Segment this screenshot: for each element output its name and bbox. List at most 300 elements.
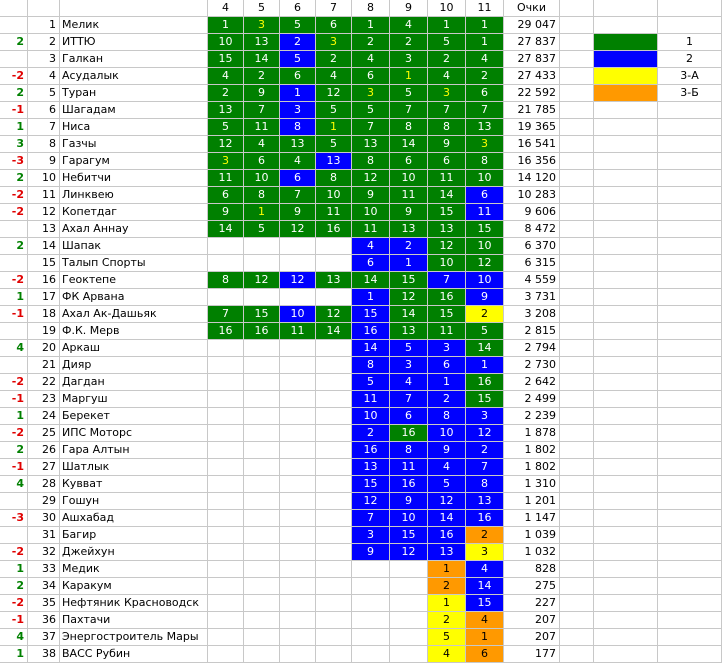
round-place-cell[interactable] [244,374,280,391]
round-place-cell[interactable]: 15 [428,306,466,323]
round-place-cell[interactable]: 7 [352,119,390,136]
rank-number[interactable]: 38 [28,646,60,663]
round-place-cell[interactable]: 16 [390,476,428,493]
round-place-cell[interactable]: 14 [466,578,504,595]
rank-change[interactable]: -2 [0,425,28,442]
round-place-cell[interactable]: 12 [428,238,466,255]
team-name[interactable]: Газчы [60,136,208,153]
round-place-cell[interactable]: 15 [466,221,504,238]
rank-change[interactable] [0,527,28,544]
empty-cell[interactable] [560,459,594,476]
round-place-cell[interactable]: 3 [466,408,504,425]
rank-change[interactable] [0,221,28,238]
rank-change[interactable]: 2 [0,34,28,51]
round-place-cell[interactable]: 5 [208,119,244,136]
round-place-cell[interactable]: 10 [352,408,390,425]
round-place-cell[interactable]: 15 [466,391,504,408]
round-place-cell[interactable]: 14 [428,510,466,527]
round-place-cell[interactable]: 4 [208,68,244,85]
round-place-cell[interactable]: 1 [280,85,316,102]
round-place-cell[interactable]: 1 [352,289,390,306]
team-name[interactable]: Гарагум [60,153,208,170]
team-name[interactable]: Линквею [60,187,208,204]
team-name[interactable]: Туран [60,85,208,102]
round-place-cell[interactable]: 5 [390,85,428,102]
rank-number[interactable]: 26 [28,442,60,459]
round-place-cell[interactable]: 10 [280,306,316,323]
team-name[interactable]: Багир [60,527,208,544]
round-place-cell[interactable]: 15 [352,476,390,493]
round-place-cell[interactable] [208,595,244,612]
round-place-cell[interactable]: 9 [390,204,428,221]
round-place-cell[interactable]: 9 [352,187,390,204]
round-place-cell[interactable]: 5 [352,374,390,391]
round-place-cell[interactable]: 10 [244,170,280,187]
empty-cell[interactable] [594,323,658,340]
round-place-cell[interactable]: 9 [208,204,244,221]
round-place-cell[interactable] [390,646,428,663]
round-place-cell[interactable]: 15 [466,595,504,612]
team-name[interactable]: Небитчи [60,170,208,187]
round-place-cell[interactable] [208,561,244,578]
round-place-cell[interactable]: 10 [466,238,504,255]
empty-cell[interactable] [594,442,658,459]
rank-number[interactable]: 12 [28,204,60,221]
rank-number[interactable]: 11 [28,187,60,204]
round-place-cell[interactable] [244,476,280,493]
legend-spacer[interactable] [560,51,594,68]
round-place-cell[interactable]: 2 [466,442,504,459]
round-place-cell[interactable] [280,629,316,646]
round-place-cell[interactable] [208,408,244,425]
round-place-cell[interactable]: 6 [208,187,244,204]
round-place-cell[interactable] [316,629,352,646]
team-name[interactable]: Шагадам [60,102,208,119]
empty-cell[interactable] [560,170,594,187]
rank-change[interactable]: -1 [0,459,28,476]
rank-change[interactable]: 1 [0,646,28,663]
round-place-cell[interactable]: 2 [466,306,504,323]
round-place-cell[interactable]: 1 [466,629,504,646]
round-place-cell[interactable]: 1 [390,255,428,272]
round-place-cell[interactable] [280,374,316,391]
round-place-cell[interactable]: 6 [352,68,390,85]
team-name[interactable]: Маргуш [60,391,208,408]
empty-cell[interactable] [658,102,722,119]
round-place-cell[interactable] [352,578,390,595]
round-place-cell[interactable]: 14 [390,306,428,323]
round-place-cell[interactable]: 7 [244,102,280,119]
team-name[interactable]: Геоктепе [60,272,208,289]
team-name[interactable]: ИПС Моторс [60,425,208,442]
round-place-cell[interactable]: 5 [428,629,466,646]
rank-change[interactable]: 1 [0,119,28,136]
rank-number[interactable]: 16 [28,272,60,289]
round-place-cell[interactable]: 1 [428,17,466,34]
round-place-cell[interactable] [390,561,428,578]
points-value[interactable]: 828 [504,561,560,578]
round-place-cell[interactable]: 1 [208,17,244,34]
rank-change[interactable]: -2 [0,187,28,204]
legend-spacer[interactable] [560,68,594,85]
round-place-cell[interactable]: 15 [352,306,390,323]
round-place-cell[interactable] [244,595,280,612]
round-place-cell[interactable]: 5 [466,323,504,340]
empty-cell[interactable] [560,255,594,272]
round-place-cell[interactable]: 3 [390,357,428,374]
round-place-cell[interactable]: 6 [428,153,466,170]
empty-cell[interactable] [594,425,658,442]
legend-spacer[interactable] [560,85,594,102]
rank-change[interactable]: -2 [0,374,28,391]
round-place-cell[interactable]: 1 [428,374,466,391]
header-blank-cell[interactable] [60,0,208,17]
empty-cell[interactable] [560,425,594,442]
legend-swatch-yellow[interactable] [594,68,658,85]
round-place-cell[interactable] [390,595,428,612]
round-place-cell[interactable] [280,357,316,374]
round-place-cell[interactable]: 8 [316,170,352,187]
round-place-cell[interactable] [244,459,280,476]
points-value[interactable]: 21 785 [504,102,560,119]
team-name[interactable]: Дияр [60,357,208,374]
round-place-cell[interactable] [316,408,352,425]
round-place-cell[interactable] [316,595,352,612]
team-name[interactable]: Копетдаг [60,204,208,221]
points-value[interactable]: 177 [504,646,560,663]
rank-number[interactable]: 18 [28,306,60,323]
points-value[interactable]: 2 794 [504,340,560,357]
round-place-cell[interactable]: 13 [390,323,428,340]
team-name[interactable]: Кувват [60,476,208,493]
empty-cell[interactable] [658,442,722,459]
legend-label[interactable]: 3-Б [658,85,722,102]
empty-cell[interactable] [560,374,594,391]
round-place-cell[interactable] [280,459,316,476]
round-place-cell[interactable]: 6 [428,357,466,374]
round-place-cell[interactable] [244,510,280,527]
empty-cell[interactable] [560,493,594,510]
round-place-cell[interactable]: 5 [428,476,466,493]
round-place-cell[interactable] [352,646,390,663]
round-place-cell[interactable] [244,255,280,272]
team-name[interactable]: ИТТЮ [60,34,208,51]
round-place-cell[interactable]: 5 [316,136,352,153]
rank-change[interactable]: 4 [0,340,28,357]
round-place-cell[interactable]: 5 [316,102,352,119]
empty-cell[interactable] [658,476,722,493]
empty-cell[interactable] [594,221,658,238]
legend-swatch-orange[interactable] [594,85,658,102]
points-value[interactable]: 16 356 [504,153,560,170]
points-value[interactable]: 1 201 [504,493,560,510]
round-place-cell[interactable]: 3 [352,527,390,544]
points-value[interactable]: 1 032 [504,544,560,561]
header-blank-cell[interactable] [594,0,658,17]
team-name[interactable]: Ахал Аннау [60,221,208,238]
round-place-cell[interactable]: 2 [466,68,504,85]
empty-cell[interactable] [560,612,594,629]
round-place-cell[interactable]: 15 [208,51,244,68]
round-place-cell[interactable] [316,510,352,527]
round-place-cell[interactable]: 3 [316,34,352,51]
round-place-cell[interactable] [244,646,280,663]
round-place-cell[interactable]: 10 [428,425,466,442]
empty-cell[interactable] [658,221,722,238]
rank-number[interactable]: 27 [28,459,60,476]
team-name[interactable]: ВАСС Рубин [60,646,208,663]
round-place-cell[interactable]: 10 [466,272,504,289]
empty-cell[interactable] [658,595,722,612]
round-place-cell[interactable] [316,391,352,408]
round-header-4[interactable]: 4 [208,0,244,17]
round-header-10[interactable]: 10 [428,0,466,17]
round-place-cell[interactable] [280,595,316,612]
round-place-cell[interactable]: 16 [390,425,428,442]
round-place-cell[interactable]: 14 [352,272,390,289]
points-value[interactable]: 22 592 [504,85,560,102]
rank-change[interactable]: 1 [0,561,28,578]
team-name[interactable]: Берекет [60,408,208,425]
round-place-cell[interactable]: 4 [390,17,428,34]
legend-spacer[interactable] [560,34,594,51]
rank-number[interactable]: 3 [28,51,60,68]
empty-cell[interactable] [560,221,594,238]
round-place-cell[interactable]: 4 [390,374,428,391]
empty-cell[interactable] [594,204,658,221]
round-place-cell[interactable]: 12 [316,85,352,102]
points-value[interactable]: 1 802 [504,442,560,459]
round-place-cell[interactable]: 2 [466,527,504,544]
round-place-cell[interactable]: 16 [244,323,280,340]
round-place-cell[interactable]: 1 [390,68,428,85]
round-place-cell[interactable] [208,340,244,357]
rank-change[interactable]: 4 [0,476,28,493]
legend-swatch-green[interactable] [594,34,658,51]
round-place-cell[interactable] [316,442,352,459]
empty-cell[interactable] [658,255,722,272]
rank-number[interactable]: 6 [28,102,60,119]
round-place-cell[interactable] [316,289,352,306]
round-place-cell[interactable] [244,493,280,510]
points-value[interactable]: 19 365 [504,119,560,136]
empty-cell[interactable] [594,527,658,544]
round-place-cell[interactable]: 13 [316,153,352,170]
round-place-cell[interactable] [244,391,280,408]
empty-cell[interactable] [658,527,722,544]
round-place-cell[interactable] [352,612,390,629]
round-place-cell[interactable] [316,357,352,374]
rank-change[interactable] [0,357,28,374]
round-place-cell[interactable] [390,578,428,595]
round-place-cell[interactable]: 12 [466,255,504,272]
rank-change[interactable]: -2 [0,272,28,289]
team-name[interactable]: Ниса [60,119,208,136]
round-place-cell[interactable]: 6 [466,187,504,204]
round-place-cell[interactable] [208,612,244,629]
round-place-cell[interactable]: 12 [466,425,504,442]
rank-change[interactable] [0,51,28,68]
empty-cell[interactable] [560,391,594,408]
round-place-cell[interactable] [208,578,244,595]
empty-cell[interactable] [658,187,722,204]
points-value[interactable]: 27 433 [504,68,560,85]
round-place-cell[interactable]: 9 [352,544,390,561]
rank-number[interactable]: 31 [28,527,60,544]
team-name[interactable]: Пахтачи [60,612,208,629]
rank-change[interactable]: -3 [0,510,28,527]
rank-change[interactable]: 3 [0,136,28,153]
round-place-cell[interactable]: 3 [280,102,316,119]
rank-number[interactable]: 33 [28,561,60,578]
points-value[interactable]: 4 559 [504,272,560,289]
legend-label[interactable]: 3-А [658,68,722,85]
points-value[interactable]: 2 642 [504,374,560,391]
rank-change[interactable] [0,17,28,34]
points-value[interactable]: 1 147 [504,510,560,527]
round-place-cell[interactable] [352,629,390,646]
round-place-cell[interactable] [280,442,316,459]
rank-change[interactable]: 2 [0,85,28,102]
points-value[interactable]: 2 815 [504,323,560,340]
team-name[interactable]: Гара Алтын [60,442,208,459]
points-value[interactable]: 3 731 [504,289,560,306]
rank-change[interactable] [0,323,28,340]
round-place-cell[interactable]: 7 [352,510,390,527]
empty-cell[interactable] [594,646,658,663]
round-place-cell[interactable]: 16 [466,374,504,391]
team-name[interactable]: Шапак [60,238,208,255]
round-header-5[interactable]: 5 [244,0,280,17]
empty-cell[interactable] [658,119,722,136]
round-place-cell[interactable]: 7 [428,102,466,119]
round-place-cell[interactable]: 14 [428,187,466,204]
round-place-cell[interactable]: 4 [352,238,390,255]
round-place-cell[interactable]: 12 [244,272,280,289]
round-place-cell[interactable]: 13 [316,272,352,289]
rank-change[interactable]: -2 [0,595,28,612]
round-place-cell[interactable]: 2 [390,238,428,255]
round-place-cell[interactable] [244,289,280,306]
round-place-cell[interactable] [244,408,280,425]
points-value[interactable]: 2 239 [504,408,560,425]
round-header-7[interactable]: 7 [316,0,352,17]
empty-cell[interactable] [658,136,722,153]
round-place-cell[interactable]: 16 [428,289,466,306]
round-place-cell[interactable]: 12 [428,493,466,510]
round-place-cell[interactable]: 10 [208,34,244,51]
empty-cell[interactable] [594,459,658,476]
rank-change[interactable]: -3 [0,153,28,170]
empty-cell[interactable] [560,119,594,136]
empty-cell[interactable] [560,289,594,306]
round-place-cell[interactable] [208,255,244,272]
round-place-cell[interactable]: 6 [466,646,504,663]
round-place-cell[interactable]: 9 [280,204,316,221]
round-place-cell[interactable] [280,476,316,493]
round-place-cell[interactable]: 3 [428,85,466,102]
empty-cell[interactable] [594,629,658,646]
round-place-cell[interactable]: 3 [466,136,504,153]
rank-number[interactable]: 4 [28,68,60,85]
empty-cell[interactable] [594,102,658,119]
round-place-cell[interactable]: 5 [428,34,466,51]
team-name[interactable]: Медик [60,561,208,578]
points-value[interactable]: 1 039 [504,527,560,544]
round-place-cell[interactable]: 3 [352,85,390,102]
round-place-cell[interactable]: 10 [316,187,352,204]
empty-cell[interactable] [594,408,658,425]
round-place-cell[interactable]: 11 [352,221,390,238]
empty-cell[interactable] [560,17,594,34]
empty-cell[interactable] [594,544,658,561]
round-place-cell[interactable] [208,527,244,544]
points-value[interactable]: 14 120 [504,170,560,187]
empty-cell[interactable] [658,374,722,391]
points-value[interactable]: 27 837 [504,51,560,68]
round-place-cell[interactable]: 6 [352,255,390,272]
round-place-cell[interactable]: 14 [466,340,504,357]
empty-cell[interactable] [594,136,658,153]
round-place-cell[interactable]: 8 [466,476,504,493]
round-place-cell[interactable] [244,561,280,578]
round-place-cell[interactable]: 4 [428,459,466,476]
round-place-cell[interactable]: 8 [428,119,466,136]
round-place-cell[interactable]: 8 [428,408,466,425]
round-place-cell[interactable] [316,544,352,561]
round-place-cell[interactable]: 10 [390,170,428,187]
empty-cell[interactable] [658,170,722,187]
round-place-cell[interactable]: 15 [390,527,428,544]
empty-cell[interactable] [594,289,658,306]
round-place-cell[interactable] [280,544,316,561]
team-name[interactable]: Шатлык [60,459,208,476]
round-place-cell[interactable]: 4 [428,646,466,663]
rank-number[interactable]: 15 [28,255,60,272]
team-name[interactable]: Джейхун [60,544,208,561]
rank-change[interactable]: -1 [0,391,28,408]
round-place-cell[interactable]: 7 [466,459,504,476]
round-place-cell[interactable]: 12 [390,289,428,306]
round-place-cell[interactable]: 7 [428,272,466,289]
header-blank-cell[interactable] [28,0,60,17]
empty-cell[interactable] [594,306,658,323]
empty-cell[interactable] [594,493,658,510]
round-place-cell[interactable]: 6 [244,153,280,170]
legend-label[interactable]: 2 [658,51,722,68]
round-place-cell[interactable]: 12 [352,493,390,510]
round-place-cell[interactable]: 2 [428,612,466,629]
empty-cell[interactable] [658,612,722,629]
round-place-cell[interactable]: 12 [390,544,428,561]
round-place-cell[interactable]: 11 [316,204,352,221]
round-place-cell[interactable]: 3 [466,544,504,561]
empty-cell[interactable] [594,476,658,493]
empty-cell[interactable] [594,510,658,527]
round-place-cell[interactable]: 12 [352,170,390,187]
points-value[interactable]: 2 730 [504,357,560,374]
rank-number[interactable]: 37 [28,629,60,646]
round-place-cell[interactable]: 5 [280,51,316,68]
round-place-cell[interactable]: 3 [244,17,280,34]
empty-cell[interactable] [594,255,658,272]
round-place-cell[interactable] [352,561,390,578]
empty-cell[interactable] [560,442,594,459]
rank-number[interactable]: 34 [28,578,60,595]
team-name[interactable]: Дагдан [60,374,208,391]
round-place-cell[interactable] [208,442,244,459]
round-header-9[interactable]: 9 [390,0,428,17]
